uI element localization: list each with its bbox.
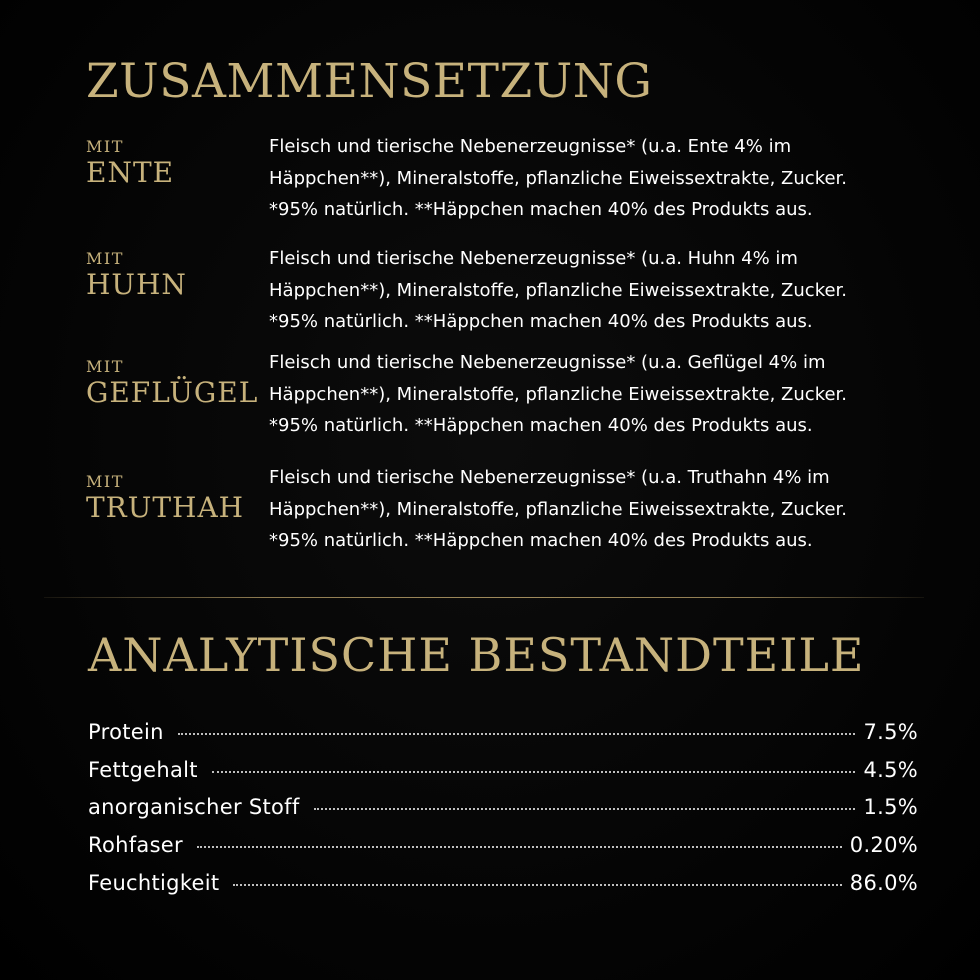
- ingredient-line: *95% natürlich. **Häppchen machen 40% des Produkts aus.: [269, 199, 813, 220]
- analysis-row: [88, 795, 918, 833]
- flavor-label: [86, 131, 174, 187]
- dot-leader: [314, 808, 856, 810]
- ingredient-line: Häppchen**), Mineralstoffe, pflanzliche Eiweissextrakte, Zucker.: [269, 167, 848, 189]
- ingredient-line: *95% natürlich. **Häppchen machen 40% des Produkts aus.: [269, 415, 813, 436]
- flavor-name: HUHN: [86, 268, 187, 301]
- ingredient-line: Fleisch und tierische Nebenerzeugnisse* (u.a. Ente 4% im: [269, 136, 792, 157]
- ingredient-line: Häppchen**), Mineralstoffe, pflanzliche Eiweissextrakte, Zucker.: [269, 383, 848, 405]
- flavor-ingredients: [269, 131, 939, 226]
- flavor-ingredients: [269, 462, 939, 557]
- nutrient-label: Feuchtigkeit: [88, 870, 220, 895]
- flavor-label: [86, 347, 258, 407]
- nutrient-value: 86.0%: [849, 870, 918, 895]
- nutrient-value: 7.5%: [863, 720, 918, 744]
- dot-leader: [178, 733, 856, 735]
- ingredient-line: Häppchen**), Mineralstoffe, pflanzliche Eiweissextrakte, Zucker.: [269, 498, 848, 520]
- flavor-ingredients: [269, 243, 939, 338]
- ingredient-line: *95% natürlich. **Häppchen machen 40% des Produkts aus.: [269, 311, 813, 332]
- flavor-prefix: MIT: [86, 137, 124, 156]
- analysis-row: [88, 720, 918, 758]
- flavor-prefix: MIT: [86, 472, 124, 491]
- analysis-title: ANALYTISCHE BESTANDTEILE: [88, 628, 865, 682]
- analysis-table: [88, 720, 918, 908]
- analysis-row: [88, 833, 918, 871]
- flavor-prefix: MIT: [86, 357, 124, 376]
- flavor-prefix: MIT: [86, 249, 124, 268]
- analysis-row: [88, 758, 918, 796]
- nutrient-value: 0.20%: [849, 833, 918, 858]
- analysis-row: [88, 871, 918, 909]
- ingredient-line: Fleisch und tierische Nebenerzeugnisse* (u.a. Huhn 4% im: [269, 248, 798, 269]
- flavor-ingredients: [269, 347, 939, 442]
- flavor-name: TRUTHAH: [86, 491, 245, 524]
- nutrient-label: Rohfaser: [88, 833, 183, 858]
- ingredient-line: Fleisch und tierische Nebenerzeugnisse* (u.a. Truthahn 4% im: [269, 467, 830, 488]
- nutrient-value: 4.5%: [863, 757, 918, 782]
- ingredient-line: Häppchen**), Mineralstoffe, pflanzliche Eiweissextrakte, Zucker.: [269, 279, 848, 301]
- flavor-name: ENTE: [86, 156, 175, 189]
- flavor-label: [86, 462, 244, 522]
- section-divider: [44, 597, 924, 598]
- nutrient-label: anorganischer Stoff: [88, 795, 300, 820]
- ingredient-line: Fleisch und tierische Nebenerzeugnisse* (u.a. Geflügel 4% im: [269, 352, 826, 373]
- flavor-label: [86, 243, 187, 299]
- composition-title: ZUSAMMENSETZUNG: [86, 54, 653, 109]
- dot-leader: [197, 846, 842, 848]
- nutrient-value: 1.5%: [863, 795, 918, 820]
- nutrient-label: Fettgehalt: [88, 757, 198, 782]
- dot-leader: [212, 771, 856, 773]
- dot-leader: [233, 884, 841, 886]
- flavor-name: GEFLÜGEL: [86, 376, 259, 409]
- nutrient-label: Protein: [88, 720, 164, 744]
- ingredient-line: *95% natürlich. **Häppchen machen 40% des Produkts aus.: [269, 530, 813, 551]
